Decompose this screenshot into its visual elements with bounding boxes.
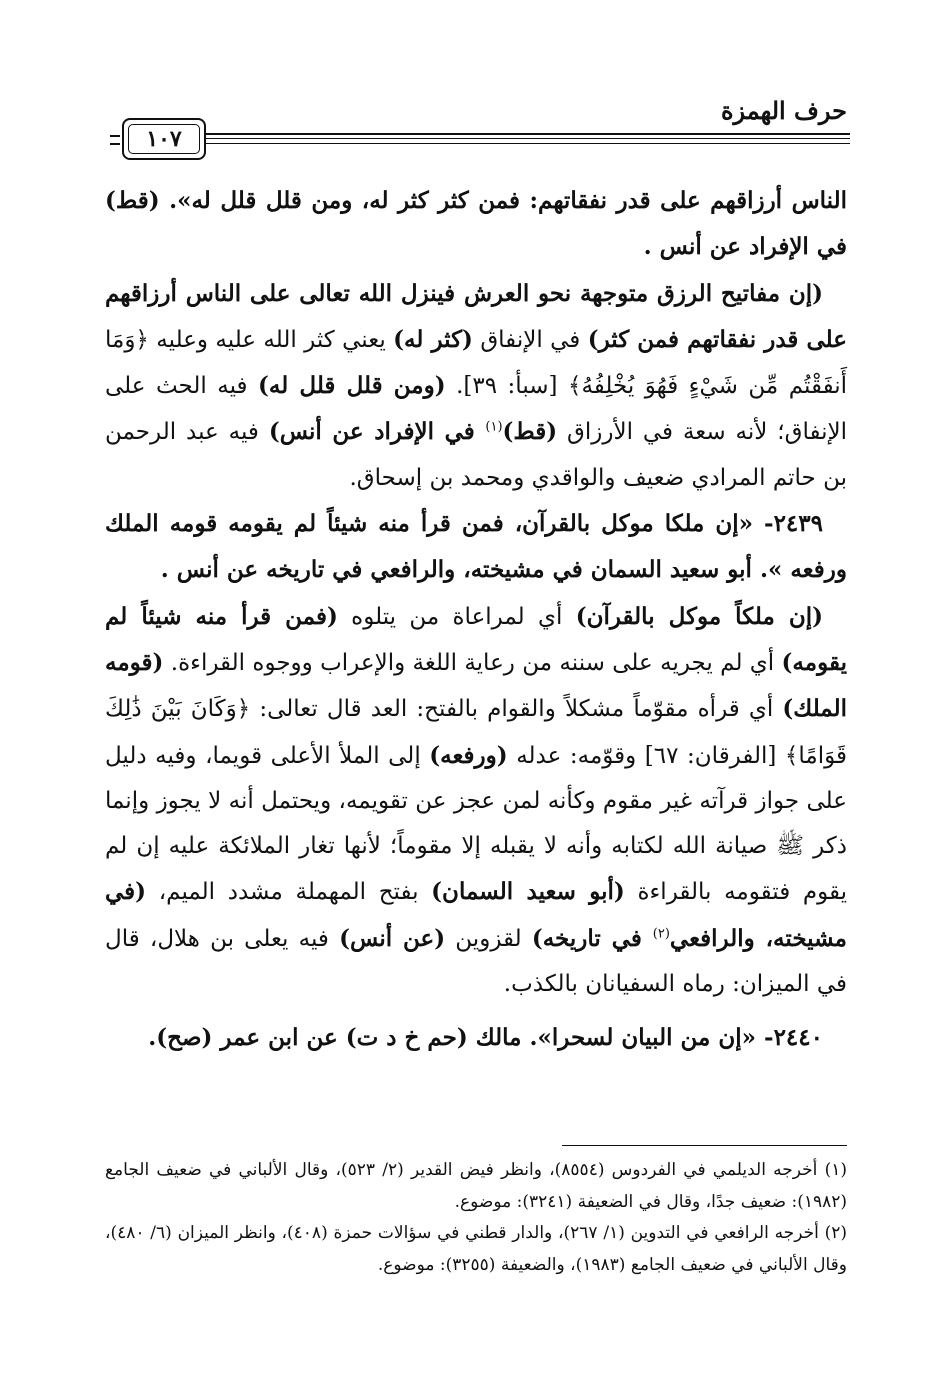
footnote-separator	[562, 1145, 847, 1146]
header-rule-thin	[205, 143, 850, 144]
commentary-text: فيه عبد الرحمن بن حاتم المرادي ضعيف والواقدي ومحمد بن إسحاق.	[105, 419, 847, 491]
quoted-text: (إن ملكاً موكل بالقرآن)	[575, 602, 823, 630]
source-text: مالك (حم خ د ت) عن ابن عمر (صح).	[148, 1024, 522, 1052]
commentary-text: يعني كثر الله عليه وعليه ﴿وَمَا أَنفَقْتُم مِّن شَيْءٍ فَهُوَ يُخْلِفُهُ﴾ [سبأ: ٣٩].	[105, 326, 848, 400]
footnote-ref-1[interactable]: (١)	[485, 419, 503, 435]
commentary-text: لقزوين	[445, 925, 532, 952]
footnotes	[105, 1155, 847, 1281]
quoted-text: (فمن قرأ منه شيئاً لم يقومه)	[105, 602, 847, 676]
commentary-text: فيه يعلى بن هلال، قال في الميزان: رماه السفيانان بالكذب.	[105, 925, 847, 998]
commentary-1	[105, 271, 847, 501]
hadith-text: ٢٤٣٩- «إن ملكا موكل بالقرآن، فمن قرأ منه شيئاً لم يقومه قومه الملك ورفعه ».	[105, 510, 847, 584]
quoted-text: (قومه الملك)	[105, 648, 847, 723]
main-text	[105, 178, 847, 1062]
quoted-text: (أبو سعيد السمان)	[431, 878, 625, 906]
footnote-ref-2[interactable]: (٢)	[652, 926, 670, 942]
quoted-text: (كثر له)	[393, 325, 473, 353]
page-number-text: ١٠٧	[146, 126, 182, 152]
hadith-2439	[105, 501, 847, 594]
quoted-text: (قط)	[502, 418, 558, 446]
quoted-text: (في مشيخته، والرافعي	[105, 878, 847, 952]
commentary-text: أي لمراعاة من يتلوه	[337, 603, 576, 630]
source-text: أبو سعيد السمان في مشيخته، والرافعي في تاريخه عن أنس .	[160, 556, 752, 584]
quoted-text: (ورفعه)	[429, 741, 508, 769]
commentary-text: أي قرأه مقوّماً مشكلاً والقوام بالفتح: العد قال تعالى: ﴿وَكَانَ بَيْنَ ذَٰلِكَ قَوَامًا﴾ [الفرقان: ٦٧] وقوّمه: عدله	[105, 696, 847, 769]
quoted-text: (عن أنس)	[339, 924, 446, 952]
chapter-title: حرف الهمزة	[720, 96, 847, 125]
hadith-text: ٢٤٤٠- «إن من البيان لسحرا».	[521, 1024, 823, 1052]
commentary-text: إلى الملأ الأعلى قويما، وفيه دليل على جواز قرآته غير مقوم وكأنه لمن عجز عن تقويمه، ويحتمل أنه لا يجوز وإنما ذكر ﷺ صيانة الله لكتابه وأنه لا يقبله إلا مقوماً؛ لأنها تغار الملائكة عليه إن لم يقوم فتقومه بالقراءة	[105, 742, 847, 906]
commentary-2	[105, 594, 847, 1008]
quoted-text: في الإفراد عن أنس)	[268, 418, 486, 446]
footnote-2: (٢) أخرجه الرافعي في التدوين (١/ ٢٦٧)، والدار قطني في سؤالات حمزة (٤٠٨)، وانظر الميزان (٦/ ٤٨٠)، وقال الألباني في ضعيف الجامع (١٩٨٣)، والضعيفة (٣٢٥٥): موضوع.	[105, 1223, 847, 1275]
source-code: (قط)	[105, 187, 160, 214]
paragraph-1	[105, 178, 847, 271]
commentary-text: فيه الحث على الإنفاق؛ لأنه سعة في الأرزاق	[105, 373, 847, 446]
quoted-text: في تاريخه)	[531, 924, 653, 952]
footnote-1: (١) أخرجه الديلمي في الفردوس (٨٥٥٤)، وانظر فيض القدير (٢/ ٥٢٣)، وقال الألباني في ضعيف الجامع (١٩٨٢): ضعيف جدًا، وقال في الضعيفة (٣٢٤١): موضوع.	[105, 1160, 847, 1212]
hadith-text: الناس أرزاقهم على قدر نفقاتهم: فمن كثر كثر له، ومن قلل قلل له».	[159, 187, 847, 214]
source-text: في الإفراد عن أنس .	[643, 233, 847, 261]
commentary-text: أي لم يجريه على سننه من رعاية اللغة والإعراب ووجوه القراءة.	[163, 649, 782, 676]
quoted-text: (إن مفاتيح الرزق متوجهة نحو العرش فينزل الله تعالى على الناس أرزاقهم على قدر نفقاتهم فمن كثر)	[105, 279, 847, 353]
commentary-text: في الإنفاق	[472, 326, 588, 353]
commentary-text: بفتح المهملة مشدد الميم،	[146, 879, 432, 906]
hadith-2440	[105, 1015, 847, 1061]
quoted-text: (ومن قلل قلل له)	[258, 372, 446, 400]
header-rule	[205, 133, 850, 139]
page-number	[122, 118, 206, 160]
